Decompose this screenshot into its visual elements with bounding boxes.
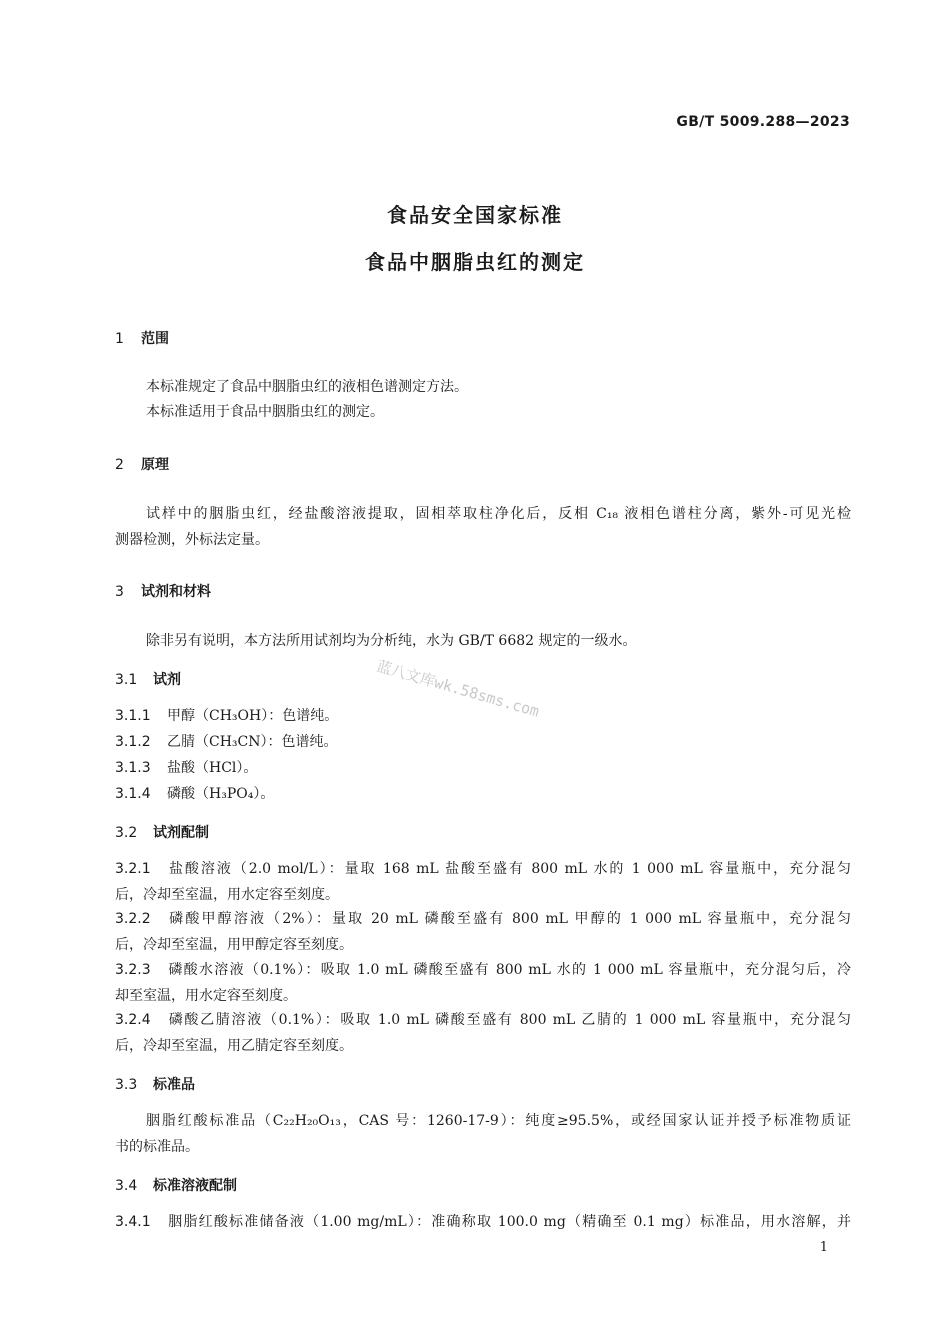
section-title: 标准品 <box>153 1077 195 1093</box>
section-number: 3.4 <box>115 1178 138 1194</box>
section-number: 3.3 <box>115 1077 138 1093</box>
section-1-paragraph-1: 本标准规定了食品中胭脂虫红的液相色谱测定方法。 <box>146 379 468 395</box>
section-1-heading <box>115 328 169 348</box>
list-item <box>115 957 851 983</box>
section-title: 范围 <box>141 331 169 347</box>
section-3-2-heading <box>115 822 209 842</box>
item-number: 3.1.2 <box>115 734 151 750</box>
list-item <box>115 781 274 807</box>
item-number: 3.2.4 <box>115 1012 151 1028</box>
item-number: 3.1.3 <box>115 760 151 776</box>
section-title: 标准溶液配制 <box>153 1178 237 1194</box>
item-text: 盐酸（HCl）。 <box>167 760 258 776</box>
section-3-3-paragraph-line-1: 胭脂红酸标准品（C₂₂H₂₀O₁₃，CAS 号：1260-17-9）：纯度≥95.5%，或经国家认证并授予标准物质证 <box>146 1113 851 1129</box>
list-item <box>115 856 851 882</box>
section-2-paragraph-line-2: 测器检测，外标法定量。 <box>115 532 269 548</box>
section-2-paragraph-line-1: 试样中的胭脂虫红，经盐酸溶液提取，固相萃取柱净化后，反相 C₁₈ 液相色谱柱分离，紫外-可见光检 <box>146 506 851 522</box>
section-3-paragraph: 除非另有说明，本方法所用试剂均为分析纯，水为 GB/T 6682 规定的一级水。 <box>146 633 637 649</box>
section-3-4-heading <box>115 1175 237 1195</box>
section-3-1-heading <box>115 669 181 689</box>
item-text: 甲醇（CH₃OH）：色谱纯。 <box>167 708 339 724</box>
item-number: 3.1.4 <box>115 786 151 802</box>
list-item-continuation: 却至室温，用水定容至刻度。 <box>115 988 297 1004</box>
list-item <box>115 1007 851 1033</box>
section-number: 3 <box>115 584 124 600</box>
list-item <box>115 755 257 781</box>
item-number: 3.1.1 <box>115 708 151 724</box>
item-number: 3.2.1 <box>115 861 151 877</box>
standard-code: GB/T 5009.288—2023 <box>676 114 850 130</box>
list-item <box>115 1209 851 1235</box>
list-item <box>115 703 338 729</box>
item-number: 3.4.1 <box>115 1214 151 1230</box>
section-title: 原理 <box>141 457 169 473</box>
list-item-continuation: 后，冷却至室温，用水定容至刻度。 <box>115 887 339 903</box>
item-text: 盐酸溶液（2.0 mol/L）：量取 168 mL 盐酸至盛有 800 mL 水的 1 000 mL 容量瓶中，充分混匀 <box>167 861 851 877</box>
item-text: 磷酸（H₃PO₄）。 <box>167 786 275 802</box>
page-number: 1 <box>819 1240 828 1255</box>
section-number: 3.2 <box>115 825 138 841</box>
list-item-continuation: 后，冷却至室温，用乙腈定容至刻度。 <box>115 1038 353 1054</box>
document-title: 食品安全国家标准 <box>387 203 563 227</box>
section-number: 1 <box>115 331 124 347</box>
list-item-continuation: 后，冷却至室温，用甲醇定容至刻度。 <box>115 937 353 953</box>
item-text: 磷酸乙腈溶液（0.1%）：吸取 1.0 mL 磷酸至盛有 800 mL 乙腈的 1 000 mL 容量瓶中，充分混匀 <box>167 1012 851 1028</box>
watermark: 蓝八文库wk.58sms.com <box>374 656 542 721</box>
item-text: 胭脂红酸标准储备液（1.00 mg/mL）：准确称取 100.0 mg（精确至 0.1 mg）标准品，用水溶解，并 <box>167 1214 851 1230</box>
item-number: 3.2.2 <box>115 911 151 927</box>
item-text: 磷酸水溶液（0.1%）：吸取 1.0 mL 磷酸至盛有 800 mL 水的 1 000 mL 容量瓶中，充分混匀后，冷 <box>167 962 851 978</box>
section-2-heading <box>115 454 169 474</box>
section-number: 3.1 <box>115 672 138 688</box>
section-3-3-heading <box>115 1074 195 1094</box>
item-text: 磷酸甲醇溶液（2%）：量取 20 mL 磷酸至盛有 800 mL 甲醇的 1 000 mL 容量瓶中，充分混匀 <box>167 911 851 927</box>
section-title: 试剂和材料 <box>141 584 211 600</box>
section-title: 试剂配制 <box>153 825 209 841</box>
section-number: 2 <box>115 457 124 473</box>
item-text: 乙腈（CH₃CN）：色谱纯。 <box>167 734 338 750</box>
section-1-paragraph-2: 本标准适用于食品中胭脂虫红的测定。 <box>146 404 384 420</box>
section-3-3-paragraph-line-2: 书的标准品。 <box>115 1139 199 1155</box>
list-item <box>115 729 338 755</box>
list-item <box>115 906 851 932</box>
document-subtitle: 食品中胭脂虫红的测定 <box>365 250 585 274</box>
section-3-heading <box>115 581 211 601</box>
item-number: 3.2.3 <box>115 962 151 978</box>
section-title: 试剂 <box>153 672 181 688</box>
